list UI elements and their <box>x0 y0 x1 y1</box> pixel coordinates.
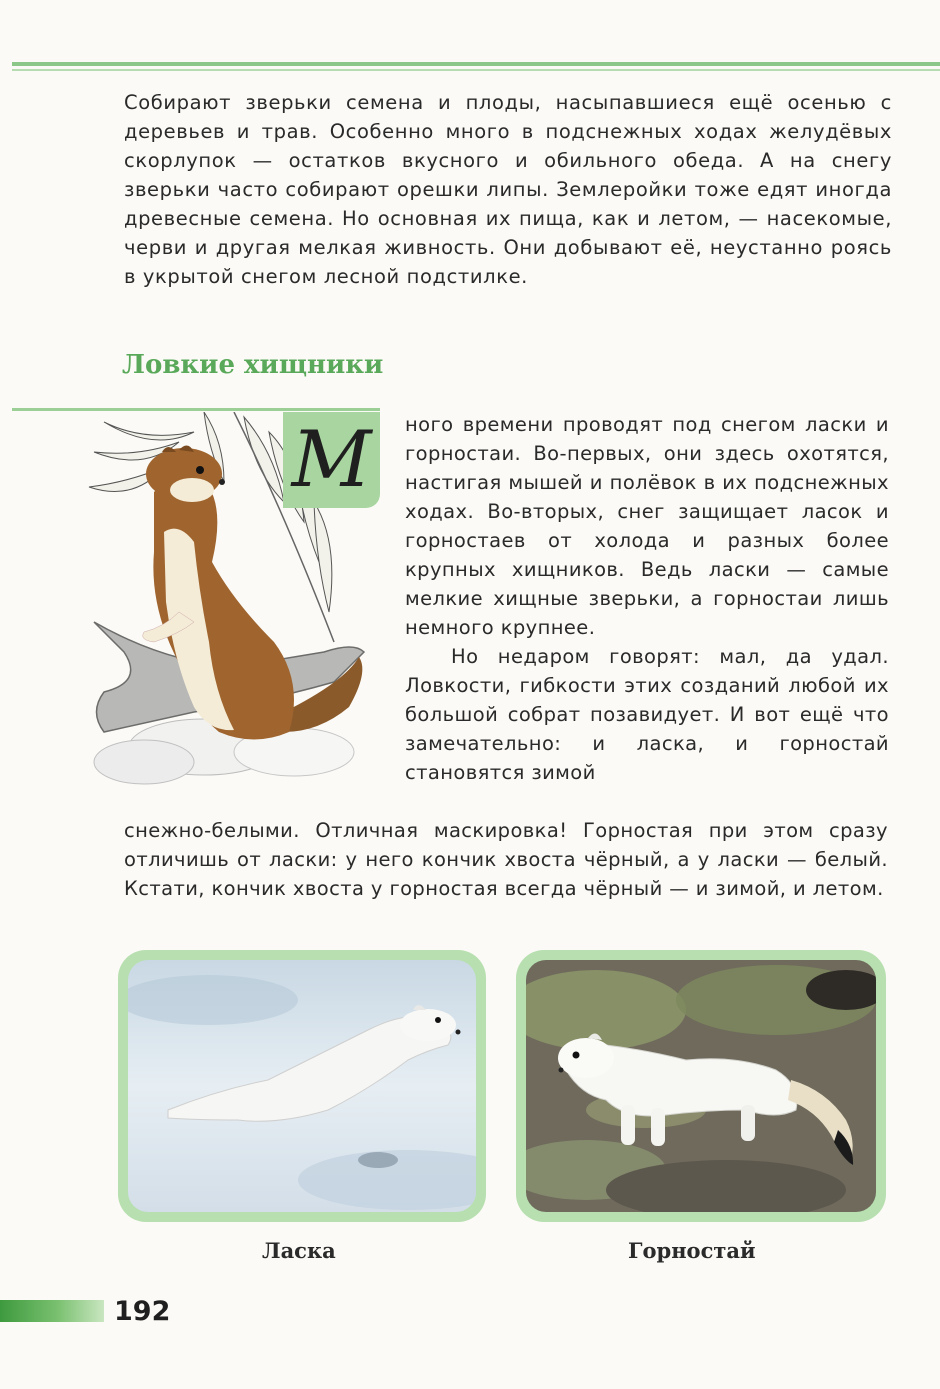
weasel-photo-image <box>128 960 476 1212</box>
page-number: 192 <box>114 1296 171 1327</box>
photo-weasel <box>118 950 486 1222</box>
top-rule <box>12 62 940 66</box>
section-rule <box>12 408 380 411</box>
caption-weasel: Ласка <box>262 1238 336 1263</box>
top-rule-thin <box>12 69 940 71</box>
wrapped-text-block <box>405 410 889 787</box>
page-number-bar <box>0 1300 104 1322</box>
caption-stoat: Горностай <box>628 1238 756 1263</box>
paragraph-intro: Собирают зверьки семена и плоды, насыпавшиеся ещё осенью с деревьев и трав. Особенно много в подснежных ходах желудёвых скорлупок — остатков вкусного и обильного обеда. А на снегу зверьки часто собирают орешки липы. Землеройки тоже едят иногда древесные семена. Но основная их пища, как и летом, — насекомые, черви и другая мелкая живность. Они добывают её, неустанно роясь в укрытой снегом лесной подстилке. <box>124 91 892 288</box>
stoat-photo-image <box>526 960 876 1212</box>
wrapped-paragraph-1: ного времени проводят под снегом ласки и горностаи. Во-первых, они здесь охотятся, настигая мышей и полёвок в их подснежных ходах. Во-вторых, снег защищает ласок и горностаев от холода и разных более крупных хищников. Ведь ласки — самые мелкие хищные зверьки, а горностаи лишь немного крупнее. <box>405 413 889 639</box>
photo-stoat <box>516 950 886 1222</box>
continuation-paragraph: снежно-белыми. Отличная маскировка! Горностая при этом сразу отличишь от ласки: у него кончик хвоста чёрный, а у ласки — белый. Кстати, кончик хвоста у горностая всегда чёрный — и зимой, и летом. <box>124 819 888 900</box>
section-heading: Ловкие хищники <box>122 350 384 380</box>
wrapped-paragraph-2: Но недаром говорят: мал, да удал. Ловкости, гибкости этих созданий любой их большой собрат позавидует. И вот ещё что замечательно: и ласка, и горностай становятся зимой <box>405 645 889 784</box>
drop-cap: М <box>283 412 380 508</box>
